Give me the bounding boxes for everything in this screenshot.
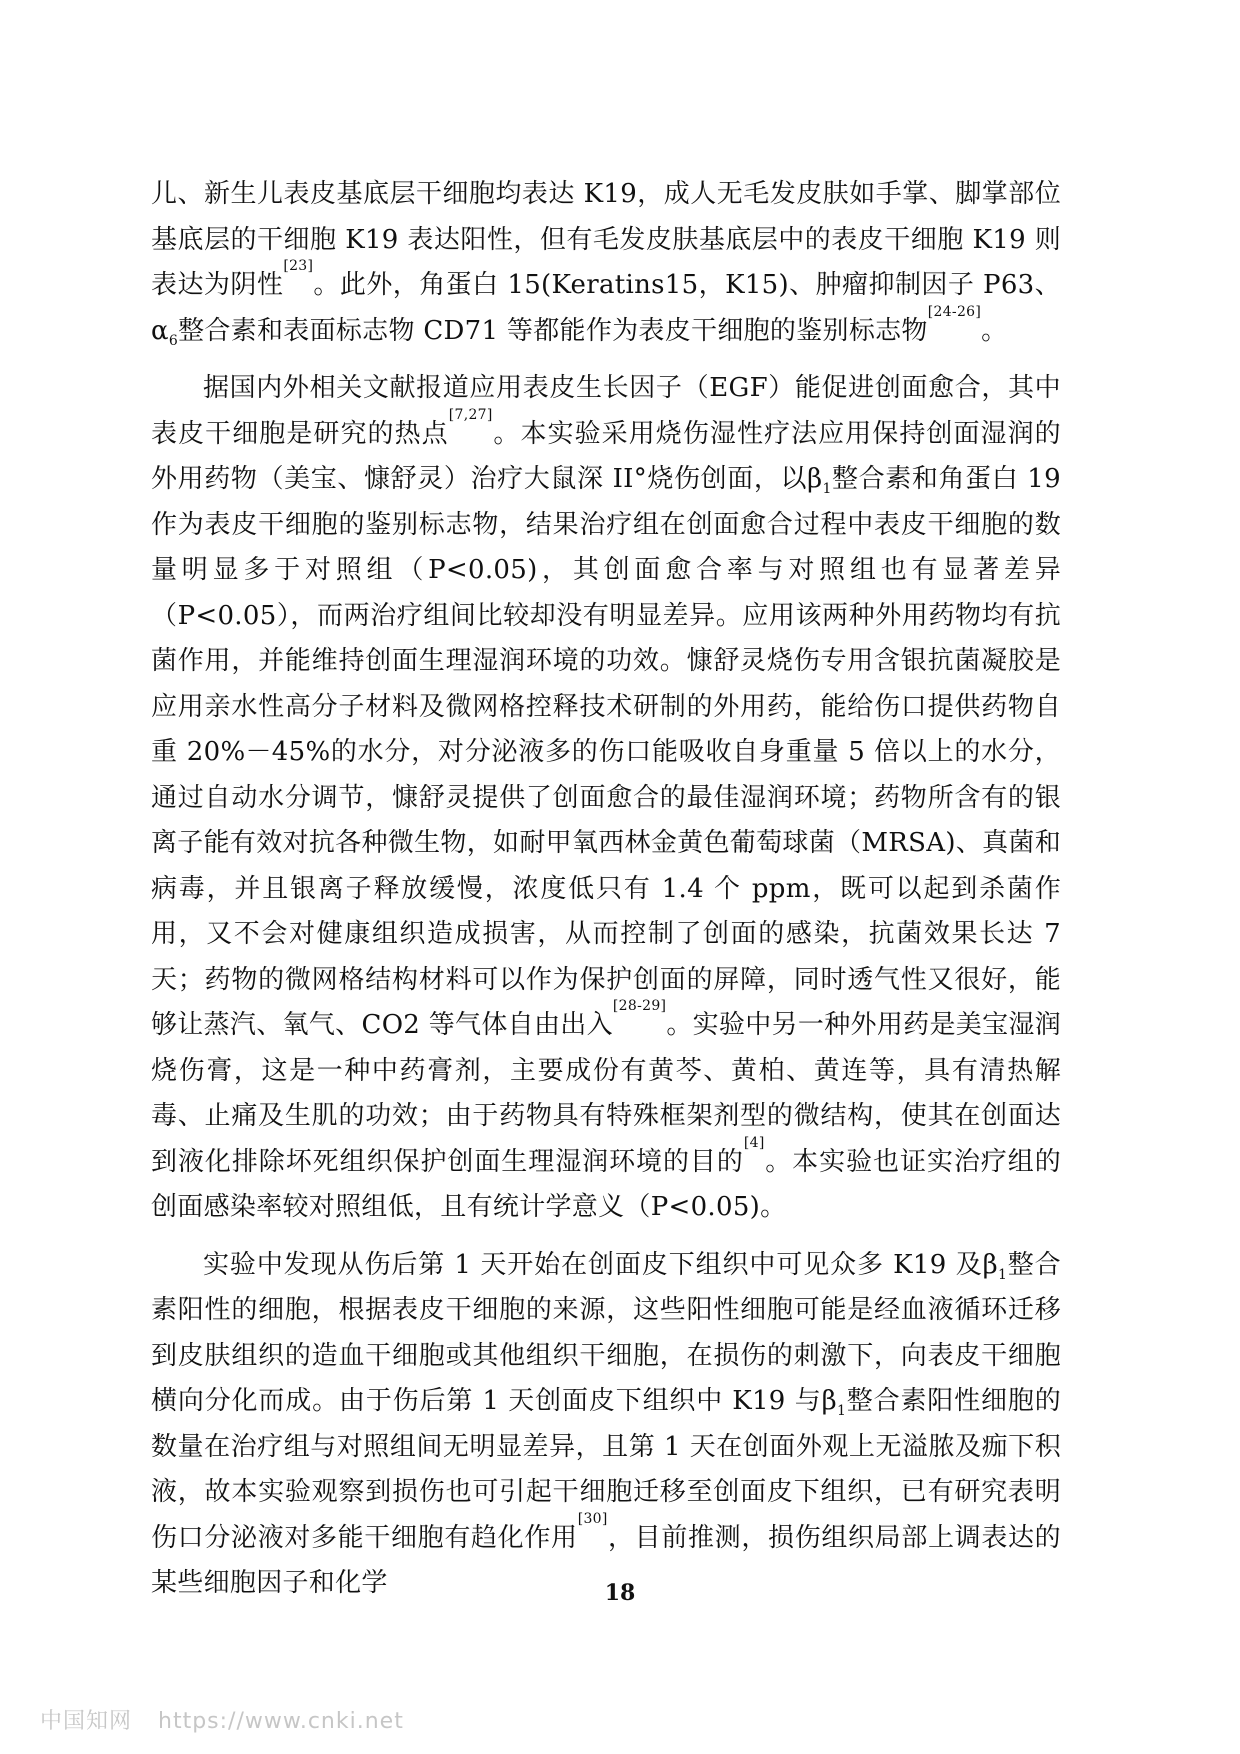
paragraph-text: ，目前推测，损伤组织局部上调表达的某些细胞因子和化学 <box>151 1522 1061 1598</box>
paragraph-text: 整合素和表面标志物 CD71 等都能作为表皮干细胞的鉴别标志物 <box>178 315 928 346</box>
paragraph-text: 整合素阳性的细胞，根据表皮干细胞的来源，这些阳性细胞可能是经血液循环迁移到皮肤组织的造血干细胞或其他组织干细胞，在损伤的刺激下，向表皮干细胞横向分化而成。由于伤后第 1 天创面皮下组织中 K19 与β <box>151 1249 1061 1416</box>
paragraph-text: 。本实验采用烧伤湿性疗法应用保持创面湿润的外用药物（美宝、慷舒灵）治疗大鼠深 II°烧伤创面，以β <box>151 418 1061 494</box>
subscript: 1 <box>836 1403 847 1419</box>
watermark-site-name: 中国知网 <box>40 1709 133 1734</box>
citation-reference: [24-26] <box>927 303 982 320</box>
citation-reference: [4] <box>743 1134 765 1151</box>
cnki-watermark <box>40 1704 404 1735</box>
paragraph <box>151 1243 1061 1607</box>
paragraph-text: 。本实验也证实治疗组的创面感染率较对照组低，且有统计学意义（P<0.05)。 <box>151 1146 1061 1222</box>
paragraph <box>151 366 1061 1231</box>
citation-reference: [28-29] <box>612 998 667 1014</box>
paragraph-text: 。实验中另一种外用药是美宝湿润烧伤膏，这是一种中药膏剂，主要成份有黄芩、黄柏、黄连等，具有清热解毒、止痛及生肌的功效；由于药物具有特殊框架剂型的微结构，使其在创面达到液化排除坏死组织保护创面生理湿润环境的目的 <box>151 1010 1061 1177</box>
subscript: 1 <box>997 1266 1008 1283</box>
subscript: 6 <box>168 332 179 349</box>
citation-reference: [30] <box>577 1510 608 1527</box>
paragraph-text: 实验中发现从伤后第 1 天开始在创面皮下组织中可见众多 K19 及β <box>203 1249 998 1280</box>
body-text <box>151 172 1061 1619</box>
subscript: 1 <box>822 481 832 497</box>
paragraph <box>151 172 1061 354</box>
paragraph-text: 儿、新生儿表皮基底层干细胞均表达 K19，成人无毛发皮肤如手掌、脚掌部位基底层的干细胞 K19 表达阳性，但有毛发皮肤基底层中的表皮干细胞 K19 则表达为阴性 <box>151 179 1061 300</box>
watermark-url[interactable]: https://www.cnki.net <box>158 1709 404 1734</box>
citation-reference: [7,27] <box>448 406 493 423</box>
citation-reference: [23] <box>283 258 314 274</box>
paragraph-text: 整合素和角蛋白 19 作为表皮干细胞的鉴别标志物，结果治疗组在创面愈合过程中表皮干细胞的数量明显多于对照组（P<0.05)，其创面愈合率与对照组也有显著差异（P<0.05），而两治疗组间比较却没有明显差异。应用该两种外用药物均有抗菌作用，并能维持创面生理湿润环境的功效。慷舒灵烧伤专用含银抗菌凝胶是应用亲水性高分子材料及微网格控释技术研制的外用药，能给伤口提供药物自重 20%－45%的水分，对分泌液多的伤口能吸收自身重量 5 倍以上的水分，通过自动水分调节，慷舒灵提供了创面愈合的最佳湿润环境；药物所含有的银离子能有效对抗各种微生物，如耐甲氧西林金黄色葡萄球菌（MRSA)、真菌和病毒，并且银离子释放缓慢，浓度低只有 1.4 个 ppm，既可以起到杀菌作用，又不会对健康组织造成损害，从而控制了创面的感染，抗菌效果长达 7 天；药物的微网格结构材料可以作为保护创面的屏障，同时透气性又很好，能够让蒸汽、氧气、CO2 等气体自由出入 <box>151 464 1061 1040</box>
paragraph-text: 整合素阳性细胞的数量在治疗组与对照组间无明显差异，且第 1 天在创面外观上无溢脓及痂下积液，故本实验观察到损伤也可引起干细胞迁移至创面皮下组织，已有研究表明伤口分泌液对多能干细胞有趋化作用 <box>151 1386 1062 1553</box>
paragraph-text: 。此外，角蛋白 15(Keratins15，K15)、肿瘤抑制因子 P63、α <box>151 270 1061 346</box>
paragraph-text: 据国内外相关文献报道应用表皮生长因子（EGF）能促进创面愈合，其中表皮干细胞是研究的热点 <box>151 373 1061 449</box>
page-number: 18 <box>604 1580 636 1606</box>
paragraph-text: 。 <box>981 315 1008 346</box>
